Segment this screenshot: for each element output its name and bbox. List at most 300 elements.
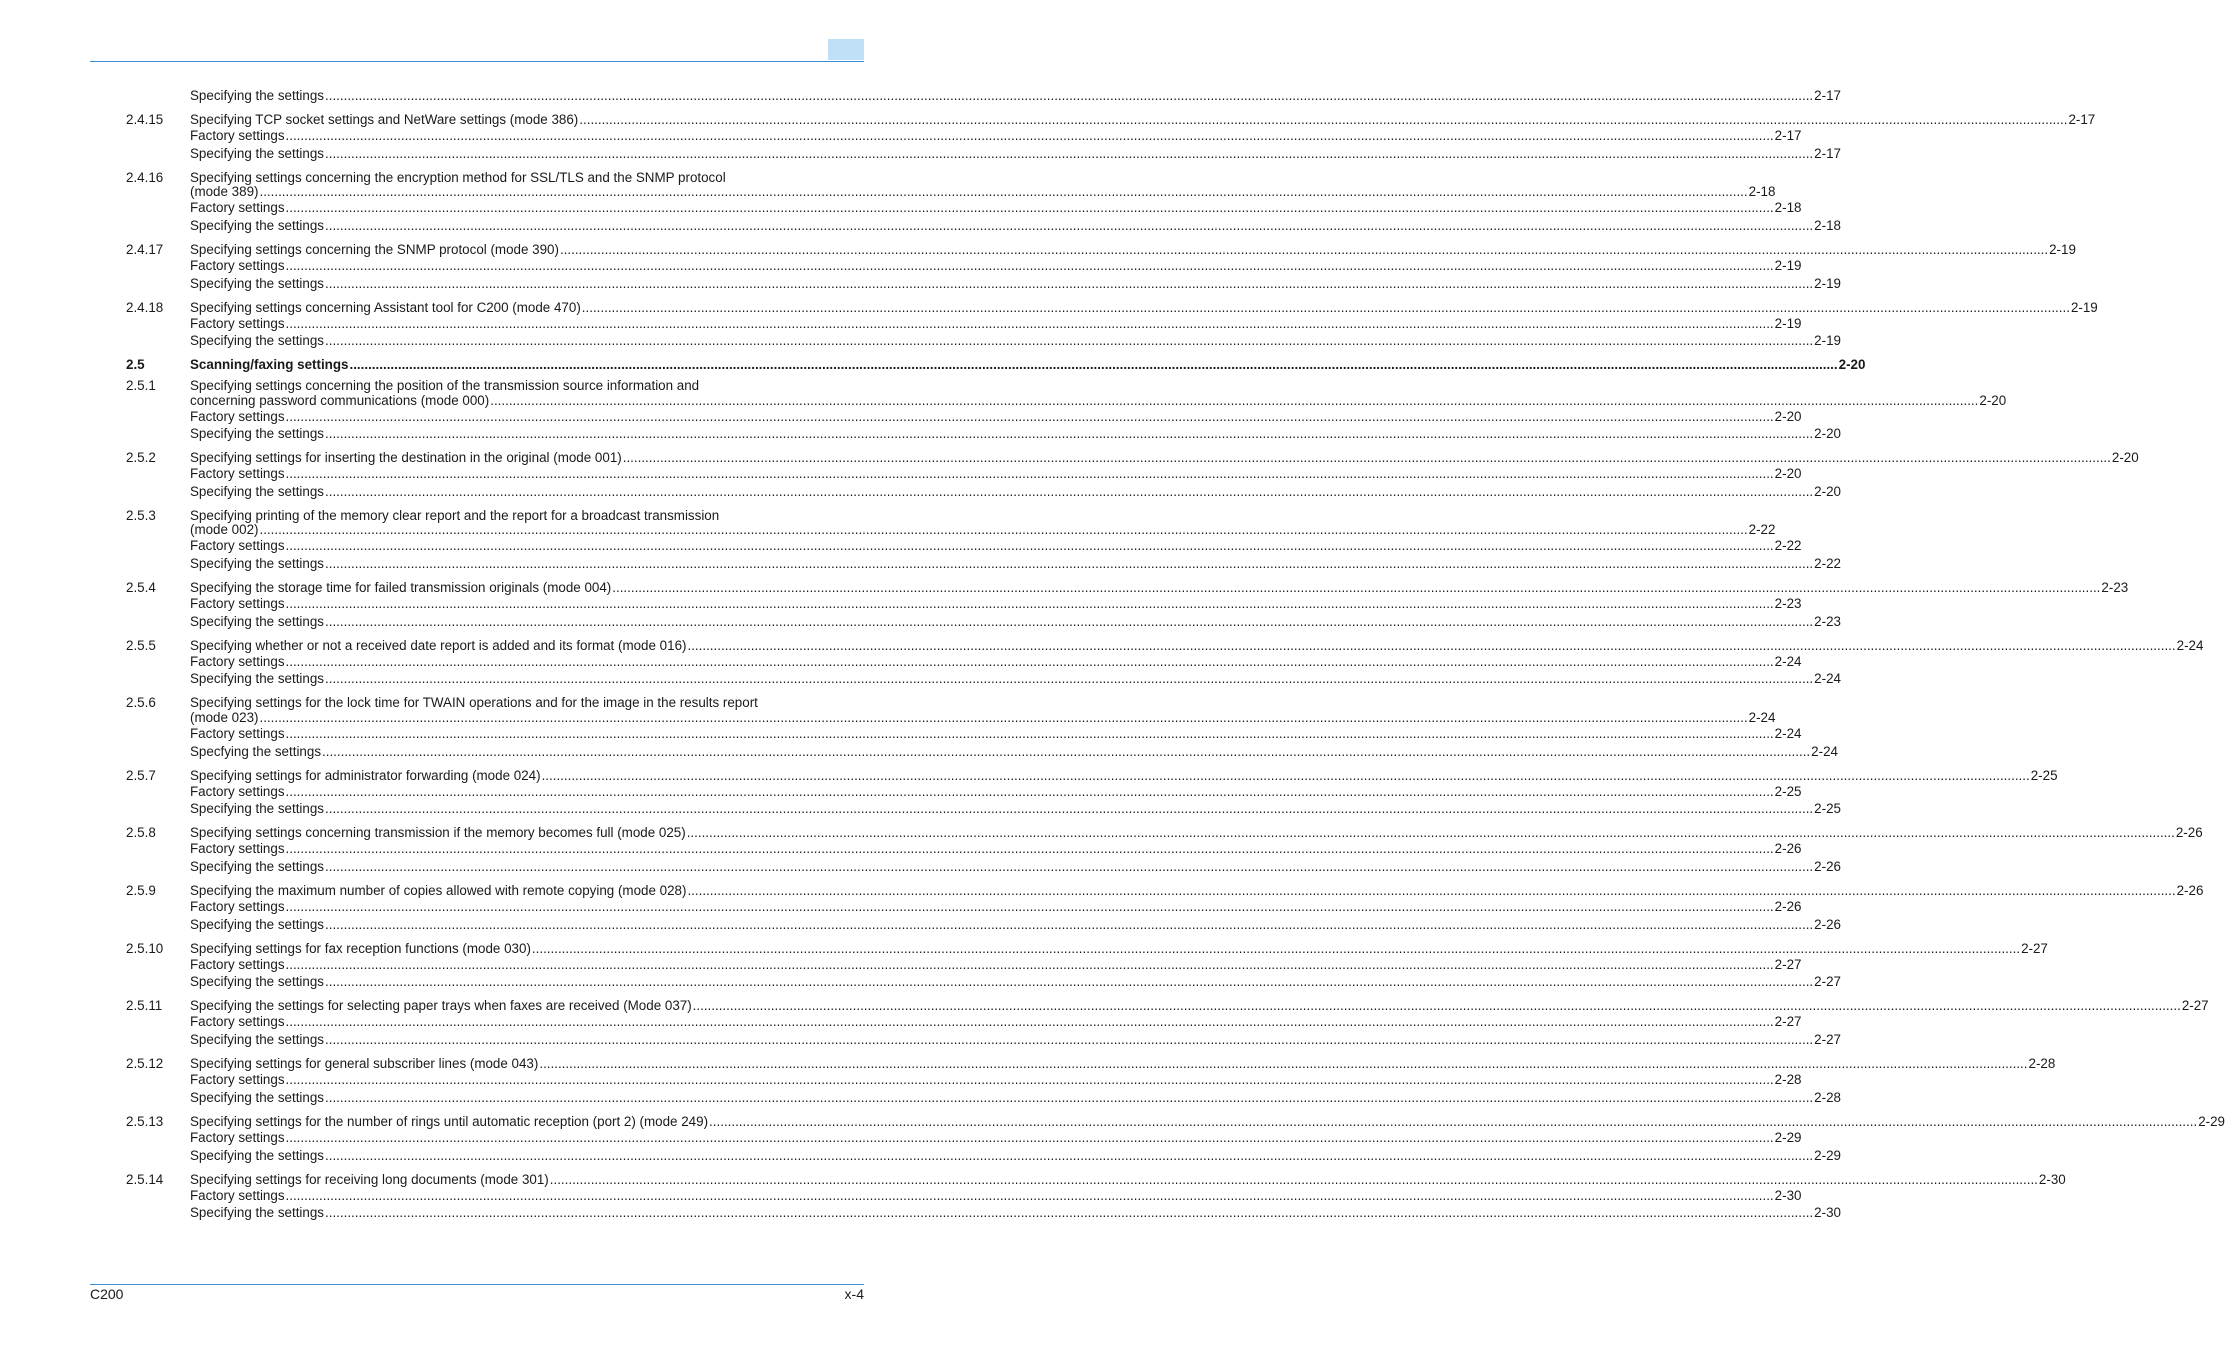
toc-row[interactable]: [0, 670, 1841, 687]
toc-page-number: 2-26: [2175, 825, 2203, 840]
toc-entry-title: Specifying TCP socket settings and NetWare settings (mode 386): [190, 112, 579, 127]
toc-row[interactable]: [0, 537, 1802, 554]
toc-entry-line: [190, 315, 1802, 332]
toc-row[interactable]: [0, 973, 1841, 990]
toc-page-number: 2-20: [1814, 484, 1841, 499]
toc-dot-leader: ................................................................................................................................................................................................................................................................................................................................................................................................................: [687, 638, 2176, 653]
toc-page-number: 2-24: [1774, 726, 1802, 741]
toc-dot-leader: ................................................................................................................................................................................................................................................................................................................................................................................................................: [541, 768, 2030, 783]
toc-entry-line: [190, 275, 1841, 292]
toc-row[interactable]: [0, 940, 2048, 957]
toc-page-number: 2-17: [1774, 128, 1802, 143]
toc-section-number: 2.4.16: [126, 170, 164, 185]
toc-row[interactable]: [0, 613, 1841, 630]
toc-dot-leader: ................................................................................................................................................................................................................................................................................................................................................................................................................: [325, 1032, 1814, 1047]
toc-dot-leader: ................................................................................................................................................................................................................................................................................................................................................................................................................: [285, 1072, 1774, 1087]
toc-page-number: 2-20: [1814, 426, 1841, 441]
toc-row[interactable]: [0, 425, 1841, 442]
toc-dot-leader: ................................................................................................................................................................................................................................................................................................................................................................................................................: [325, 146, 1814, 161]
toc-entry-title: Factory settings: [190, 316, 285, 331]
toc-entry-line: [190, 613, 1841, 630]
toc-entry-line: [190, 637, 2204, 654]
toc-row[interactable]: [0, 882, 2204, 899]
toc-entry-line: [190, 1204, 1841, 1221]
toc-entry-title: Scanning/faxing settings: [190, 357, 349, 372]
toc-row[interactable]: [0, 392, 2007, 409]
toc-entry-line: [190, 653, 1802, 670]
toc-section-number: 2.5: [126, 357, 145, 372]
toc-dot-leader: ................................................................................................................................................................................................................................................................................................................................................................................................................: [285, 596, 1774, 611]
toc-entry-line: [190, 425, 1841, 442]
toc-row[interactable]: [0, 956, 1802, 973]
footer-page-number: x-4: [844, 1286, 864, 1302]
toc-page-number: 2-30: [2038, 1172, 2066, 1187]
toc-row[interactable]: [0, 408, 1802, 425]
toc-dot-leader: ................................................................................................................................................................................................................................................................................................................................................................................................................: [325, 1148, 1814, 1163]
toc-page-number: 2-24: [2176, 638, 2204, 653]
toc-entry-line: [190, 709, 1776, 726]
toc-entry-title: Factory settings: [190, 409, 285, 424]
toc-page-number: 2-30: [1814, 1205, 1841, 1220]
toc-dot-leader: ................................................................................................................................................................................................................................................................................................................................................................................................................: [325, 556, 1814, 571]
toc-entry-line: [190, 595, 1802, 612]
toc-entry-line: [190, 217, 1841, 234]
toc-entry-title: Specifying settings for inserting the destination in the original (mode 001): [190, 450, 622, 465]
toc-entry-title: Specifying settings concerning the SNMP protocol (mode 390): [190, 242, 559, 257]
toc-page-number: 2-27: [1814, 1032, 1841, 1047]
toc-row[interactable]: [0, 111, 2096, 128]
toc-dot-leader: ................................................................................................................................................................................................................................................................................................................................................................................................................: [285, 200, 1774, 215]
toc-dot-leader: ................................................................................................................................................................................................................................................................................................................................................................................................................: [285, 957, 1774, 972]
toc-section-number: 2.5.11: [126, 998, 163, 1013]
toc-row[interactable]: [0, 257, 1802, 274]
toc-page-number: 2-19: [1774, 258, 1802, 273]
toc-page-number: 2-22: [1748, 522, 1776, 537]
toc-page-number: 2-19: [2049, 242, 2076, 257]
toc-entry-line: [190, 824, 2203, 841]
toc-dot-leader: ................................................................................................................................................................................................................................................................................................................................................................................................................: [259, 522, 1748, 537]
toc-entry-line: [190, 392, 2007, 409]
toc-row[interactable]: [0, 299, 2098, 316]
toc-entry-line: [190, 521, 1776, 538]
toc-page-number: 2-26: [1814, 859, 1841, 874]
toc-row[interactable]: [0, 449, 2139, 466]
toc-entry-title: Specifying the settings: [190, 146, 324, 161]
toc-entry-title: Specifying the settings: [190, 88, 324, 103]
toc-entry-line: [190, 973, 1841, 990]
toc-row[interactable]: [0, 1187, 1802, 1204]
toc-dot-leader: ................................................................................................................................................................................................................................................................................................................................................................................................................: [559, 242, 2049, 257]
toc-entry-title: Specifying the settings: [190, 974, 324, 989]
toc-entry-title: Factory settings: [190, 654, 285, 669]
toc-row[interactable]: [0, 783, 1802, 800]
toc-dot-leader: ................................................................................................................................................................................................................................................................................................................................................................................................................: [322, 744, 1811, 759]
toc-row[interactable]: [0, 1113, 2225, 1130]
toc-entry-title: Specifying settings for administrator forwarding (mode 024): [190, 768, 541, 783]
toc-row[interactable]: [0, 824, 2203, 841]
toc-entry-line: [190, 241, 2076, 258]
toc-dot-leader: ................................................................................................................................................................................................................................................................................................................................................................................................................: [285, 316, 1774, 331]
toc-entry-title: Specifying settings for the number of rings until automatic reception (port 2) (mode 249): [190, 1114, 709, 1129]
toc-entry-title: Specifying the settings: [190, 671, 324, 686]
toc-section-number: 2.5.3: [126, 508, 156, 523]
toc-page-number: 2-23: [1774, 596, 1802, 611]
toc-row[interactable]: [0, 1013, 1802, 1030]
toc-dot-leader: ................................................................................................................................................................................................................................................................................................................................................................................................................: [692, 998, 2181, 1013]
toc-dot-leader: ................................................................................................................................................................................................................................................................................................................................................................................................................: [285, 466, 1774, 481]
toc-dot-leader: ................................................................................................................................................................................................................................................................................................................................................................................................................: [325, 218, 1814, 233]
toc-row[interactable]: [0, 579, 2129, 596]
toc-entry-title: Specifying the settings: [190, 1090, 324, 1105]
toc-entry-title: Factory settings: [190, 258, 285, 273]
toc-dot-leader: ................................................................................................................................................................................................................................................................................................................................................................................................................: [539, 1056, 2028, 1071]
toc-page-number: 2-28: [2028, 1056, 2056, 1071]
toc-dot-leader: ................................................................................................................................................................................................................................................................................................................................................................................................................: [285, 409, 1774, 424]
toc-entry-line: [190, 257, 1802, 274]
toc-page-number: 2-24: [1748, 710, 1776, 725]
toc-dot-leader: ................................................................................................................................................................................................................................................................................................................................................................................................................: [285, 538, 1774, 553]
toc-entry-line: [190, 1013, 1802, 1030]
toc-entry-line: [190, 743, 1838, 760]
toc-entry-title: Specifying printing of the memory clear report and the report for a broadcast transmission: [190, 508, 720, 523]
toc-dot-leader: ................................................................................................................................................................................................................................................................................................................................................................................................................: [349, 357, 1838, 372]
toc-entry-title: Specifying settings concerning the encryption method for SSL/TLS and the SNMP protocol: [190, 170, 726, 185]
toc-section-number: 2.5.2: [126, 450, 156, 465]
toc-row[interactable]: [0, 555, 1841, 572]
toc-entry-line: [190, 1089, 1841, 1106]
toc-row[interactable]: [0, 1204, 1841, 1221]
toc-entry-title: Specifying settings for the lock time for TWAIN operations and for the image in the results report: [190, 695, 758, 710]
toc-dot-leader: ................................................................................................................................................................................................................................................................................................................................................................................................................: [285, 1188, 1774, 1203]
toc-dot-leader: ................................................................................................................................................................................................................................................................................................................................................................................................................: [325, 426, 1814, 441]
toc-row[interactable]: [0, 183, 1776, 200]
toc-page-number: 2-23: [2101, 580, 2129, 595]
toc-entry-title: Specifying settings concerning transmission if the memory becomes full (mode 025): [190, 825, 686, 840]
toc-dot-leader: ................................................................................................................................................................................................................................................................................................................................................................................................................: [325, 276, 1814, 291]
toc-entry-line: [190, 579, 2129, 596]
toc-page-number: 2-19: [1814, 333, 1841, 348]
toc-row[interactable]: [0, 725, 1802, 742]
toc-page-number: 2-19: [1814, 276, 1841, 291]
toc-row[interactable]: [0, 241, 2076, 258]
toc-dot-leader: ................................................................................................................................................................................................................................................................................................................................................................................................................: [325, 484, 1814, 499]
toc-entry-line: [190, 111, 2096, 128]
toc-dot-leader: ................................................................................................................................................................................................................................................................................................................................................................................................................: [325, 917, 1814, 932]
toc-row[interactable]: [0, 145, 1841, 162]
toc-entry-line: [190, 997, 2209, 1014]
toc-row[interactable]: [0, 637, 2204, 654]
toc-section-number: 2.5.1: [126, 378, 156, 393]
toc-entry-line: [190, 199, 1802, 216]
toc-section-number: 2.5.13: [126, 1114, 164, 1129]
toc-entry-line: [190, 882, 2204, 899]
toc-row[interactable]: [0, 217, 1841, 234]
toc-entry-line: [190, 127, 1802, 144]
toc-entry-title: Specifying the settings: [190, 218, 324, 233]
toc-row[interactable]: [0, 800, 1841, 817]
toc-entry-line: [190, 1071, 1802, 1088]
toc-entry-title: Specfying the settings: [190, 744, 322, 759]
toc-entry-title: Specifying the maximum number of copies allowed with remote copying (mode 028): [190, 883, 687, 898]
toc-dot-leader: ................................................................................................................................................................................................................................................................................................................................................................................................................: [531, 941, 2021, 956]
toc-page-number: 2-26: [1774, 841, 1802, 856]
toc-entry-line: [190, 1171, 2066, 1188]
toc-entry-line: [190, 483, 1841, 500]
toc-section-number: 2.5.9: [126, 883, 156, 898]
toc-dot-leader: ................................................................................................................................................................................................................................................................................................................................................................................................................: [549, 1172, 2038, 1187]
toc-entry-line: [190, 408, 1802, 425]
toc-page-number: 2-19: [2070, 300, 2098, 315]
toc-entry-title: Factory settings: [190, 466, 285, 481]
toc-dot-leader: ................................................................................................................................................................................................................................................................................................................................................................................................................: [285, 1130, 1774, 1145]
toc-entry-line: [190, 1055, 2056, 1072]
toc-entry-title: Specifying the storage time for failed transmission originals (mode 004): [190, 580, 612, 595]
toc-entry-title: Specifying settings for general subscriber lines (mode 043): [190, 1056, 539, 1071]
toc-page-number: 2-20: [2111, 450, 2139, 465]
toc-dot-leader: ................................................................................................................................................................................................................................................................................................................................................................................................................: [581, 300, 2070, 315]
toc-entry-title: Specifying the settings: [190, 1205, 324, 1220]
toc-entry-title: Specifying the settings: [190, 859, 324, 874]
toc-page-number: 2-19: [1774, 316, 1802, 331]
toc-dot-leader: ................................................................................................................................................................................................................................................................................................................................................................................................................: [285, 726, 1774, 741]
toc-dot-leader: ................................................................................................................................................................................................................................................................................................................................................................................................................: [325, 671, 1814, 686]
toc-section-number: 2.5.8: [126, 825, 156, 840]
toc-row[interactable]: [0, 767, 2058, 784]
toc-entry-line: [190, 725, 1802, 742]
toc-dot-leader: ................................................................................................................................................................................................................................................................................................................................................................................................................: [325, 859, 1814, 874]
toc-page-number: 2-17: [2068, 112, 2096, 127]
toc-row[interactable]: [0, 653, 1802, 670]
toc-dot-leader: ................................................................................................................................................................................................................................................................................................................................................................................................................: [325, 88, 1814, 103]
toc-entry-title: Factory settings: [190, 596, 285, 611]
toc-entry-title: concerning password communications (mode 000): [190, 393, 490, 408]
toc-entry-line: [190, 840, 1802, 857]
toc-row[interactable]: [0, 483, 1841, 500]
toc-section-number: 2.4.18: [126, 300, 164, 315]
toc-page-number: 2-25: [1774, 784, 1802, 799]
toc-dot-leader: ................................................................................................................................................................................................................................................................................................................................................................................................................: [325, 333, 1814, 348]
toc-entry-title: Specifying the settings: [190, 614, 324, 629]
toc-row[interactable]: [0, 1147, 1841, 1164]
toc-entry-title: Factory settings: [190, 1130, 285, 1145]
toc-section-number: 2.5.4: [126, 580, 156, 595]
toc-page-number: 2-27: [1814, 974, 1841, 989]
toc-dot-leader: ................................................................................................................................................................................................................................................................................................................................................................................................................: [612, 580, 2101, 595]
toc-page-number: 2-30: [1774, 1188, 1802, 1203]
toc-row[interactable]: [0, 743, 1838, 760]
toc-entry-line: [190, 1113, 2225, 1130]
toc-entry-line: [190, 356, 1866, 373]
toc-entry-title: Specifying settings for receiving long documents (mode 301): [190, 1172, 549, 1187]
toc-entry-title: Factory settings: [190, 1188, 285, 1203]
toc-page-number: 2-24: [1814, 671, 1841, 686]
toc-dot-leader: ................................................................................................................................................................................................................................................................................................................................................................................................................: [490, 393, 1979, 408]
toc-row[interactable]: [0, 858, 1841, 875]
toc-entry-line: [190, 87, 1841, 104]
toc-page-number: 2-27: [2181, 998, 2209, 1013]
toc-page-number: 2-20: [1979, 393, 2007, 408]
toc-row[interactable]: [0, 127, 1802, 144]
toc-dot-leader: ................................................................................................................................................................................................................................................................................................................................................................................................................: [285, 128, 1774, 143]
toc-dot-leader: ................................................................................................................................................................................................................................................................................................................................................................................................................: [325, 1205, 1814, 1220]
toc-entry-title: Factory settings: [190, 1014, 285, 1029]
toc-page-number: 2-26: [1814, 917, 1841, 932]
toc-section-number: 2.5.10: [126, 941, 164, 956]
toc-row[interactable]: [0, 1031, 1841, 1048]
toc-dot-leader: ................................................................................................................................................................................................................................................................................................................................................................................................................: [709, 1114, 2198, 1129]
toc-row[interactable]: [0, 1071, 1802, 1088]
toc-row[interactable]: [0, 997, 2209, 1014]
toc-row[interactable]: [0, 199, 1802, 216]
toc-page-number: 2-26: [2176, 883, 2204, 898]
toc-page-number: 2-22: [1814, 556, 1841, 571]
toc-row[interactable]: [0, 595, 1802, 612]
toc-entry-line: [190, 956, 1802, 973]
toc-page-number: 2-29: [2198, 1114, 2225, 1129]
toc-entry-title: Specifying the settings: [190, 333, 324, 348]
toc-entry-title: Factory settings: [190, 538, 285, 553]
toc-entry-title: Factory settings: [190, 841, 285, 856]
toc-entry-line: [190, 767, 2058, 784]
toc-row[interactable]: [0, 916, 1841, 933]
toc-page-number: 2-22: [1774, 538, 1802, 553]
toc-entry-line: [190, 670, 1841, 687]
toc-page-number: 2-28: [1774, 1072, 1802, 1087]
toc-entry-line: [190, 940, 2048, 957]
toc-entry-title: Specifying the settings for selecting paper trays when faxes are received (Mode 037): [190, 998, 692, 1013]
toc-page-number: 2-28: [1814, 1090, 1841, 1105]
toc-entry-line: [190, 1129, 1802, 1146]
toc-entry-title: Factory settings: [190, 899, 285, 914]
toc-entry-title: Specifying the settings: [190, 276, 324, 291]
toc-section-number: 2.5.6: [126, 695, 156, 710]
toc-row[interactable]: [0, 275, 1841, 292]
toc-row[interactable]: [0, 465, 1802, 482]
toc-dot-leader: ................................................................................................................................................................................................................................................................................................................................................................................................................: [285, 258, 1774, 273]
toc-entry-title: Specifying the settings: [190, 1032, 324, 1047]
toc-row[interactable]: [0, 1129, 1802, 1146]
toc-entry-line: [190, 1187, 1802, 1204]
toc-dot-leader: ................................................................................................................................................................................................................................................................................................................................................................................................................: [285, 899, 1774, 914]
toc-row[interactable]: [0, 709, 1776, 726]
toc-dot-leader: ................................................................................................................................................................................................................................................................................................................................................................................................................: [579, 112, 2068, 127]
toc-dot-leader: ................................................................................................................................................................................................................................................................................................................................................................................................................: [687, 883, 2176, 898]
toc-page-number: 2-18: [1814, 218, 1841, 233]
toc-dot-leader: ................................................................................................................................................................................................................................................................................................................................................................................................................: [259, 184, 1748, 199]
toc-dot-leader: ................................................................................................................................................................................................................................................................................................................................................................................................................: [259, 710, 1748, 725]
toc-entry-title: Specifying settings concerning Assistant tool for C200 (mode 470): [190, 300, 581, 315]
toc-page-number: 2-27: [2021, 941, 2048, 956]
toc-dot-leader: ................................................................................................................................................................................................................................................................................................................................................................................................................: [325, 974, 1814, 989]
toc-entry-title: (mode 389): [190, 184, 259, 199]
toc-section-number: 2.5.5: [126, 638, 156, 653]
footer-product-name: C200: [90, 1286, 124, 1302]
toc-dot-leader: ................................................................................................................................................................................................................................................................................................................................................................................................................: [285, 784, 1774, 799]
toc-dot-leader: ................................................................................................................................................................................................................................................................................................................................................................................................................: [325, 1090, 1814, 1105]
toc-page-number: 2-26: [1774, 899, 1802, 914]
toc-entry-title: Specifying the settings: [190, 484, 324, 499]
toc-page-number: 2-18: [1774, 200, 1802, 215]
toc-page-number: 2-20: [1838, 357, 1866, 372]
toc-page-number: 2-29: [1814, 1148, 1841, 1163]
toc-entry-title: Factory settings: [190, 128, 285, 143]
toc-entry-line: [190, 783, 1802, 800]
toc-dot-leader: ................................................................................................................................................................................................................................................................................................................................................................................................................: [325, 614, 1814, 629]
toc-entry-line: [190, 898, 1802, 915]
toc-entry-line: [190, 1031, 1841, 1048]
toc-entry-title: Factory settings: [190, 1072, 285, 1087]
toc-entry-title: Specifying the settings: [190, 1148, 324, 1163]
toc-entry-line: [190, 145, 1841, 162]
toc-page-number: 2-25: [2030, 768, 2058, 783]
toc-section-number: 2.5.14: [126, 1172, 164, 1187]
toc-page-number: 2-17: [1814, 146, 1841, 161]
toc-entry-title: (mode 023): [190, 710, 259, 725]
toc-entry-title: (mode 002): [190, 522, 259, 537]
toc-entry-line: [190, 183, 1776, 200]
toc-entry-title: Specifying settings concerning the position of the transmission source information and: [190, 378, 700, 393]
toc-dot-leader: ................................................................................................................................................................................................................................................................................................................................................................................................................: [686, 825, 2175, 840]
toc-entry-line: [190, 555, 1841, 572]
toc-entry-line: [190, 1147, 1841, 1164]
toc-page-number: 2-25: [1814, 801, 1841, 816]
toc-entry-title: Factory settings: [190, 726, 285, 741]
toc-row[interactable]: [0, 315, 1802, 332]
toc-dot-leader: ................................................................................................................................................................................................................................................................................................................................................................................................................: [285, 841, 1774, 856]
toc-entry-title: Factory settings: [190, 200, 285, 215]
toc-row[interactable]: [0, 1089, 1841, 1106]
toc-section-number: 2.5.7: [126, 768, 156, 783]
toc-entry-title: Factory settings: [190, 784, 285, 799]
toc-dot-leader: ................................................................................................................................................................................................................................................................................................................................................................................................................: [622, 450, 2111, 465]
toc-entry-line: [190, 537, 1802, 554]
toc-entry-title: Specifying settings for fax reception functions (mode 030): [190, 941, 531, 956]
toc-entry-title: Specifying the settings: [190, 801, 324, 816]
toc-page-number: 2-24: [1811, 744, 1838, 759]
toc-row[interactable]: [0, 1055, 2056, 1072]
toc-entry-title: Specifying the settings: [190, 426, 324, 441]
toc-section-number: 2.4.17: [126, 242, 164, 257]
toc-page-number: 2-23: [1814, 614, 1841, 629]
toc-page-number: 2-24: [1774, 654, 1802, 669]
toc-entry-title: Specifying the settings: [190, 556, 324, 571]
toc-section-number: 2.4.15: [126, 112, 164, 127]
toc-row[interactable]: [0, 87, 1841, 104]
toc-entry-title: Specifying whether or not a received date report is added and its format (mode 016): [190, 638, 687, 653]
toc-row[interactable]: [0, 332, 1841, 349]
toc-page-number: 2-17: [1814, 88, 1841, 103]
toc-section-number: 2.5.12: [126, 1056, 164, 1071]
toc-dot-leader: ................................................................................................................................................................................................................................................................................................................................................................................................................: [285, 1014, 1774, 1029]
toc-page-number: 2-29: [1774, 1130, 1802, 1145]
toc-row[interactable]: [0, 356, 1866, 373]
toc-dot-leader: ................................................................................................................................................................................................................................................................................................................................................................................................................: [285, 654, 1774, 669]
toc-page-number: 2-18: [1748, 184, 1776, 199]
toc-page-number: 2-20: [1774, 466, 1802, 481]
toc-row[interactable]: [0, 1171, 2066, 1188]
footer-rule: [90, 1284, 864, 1285]
toc-dot-leader: ................................................................................................................................................................................................................................................................................................................................................................................................................: [325, 801, 1814, 816]
toc-entry-line: [190, 800, 1841, 817]
toc-page-number: 2-27: [1774, 1014, 1802, 1029]
toc-page-number: 2-27: [1774, 957, 1802, 972]
toc-row[interactable]: [0, 898, 1802, 915]
toc-page-number: 2-20: [1774, 409, 1802, 424]
toc-row[interactable]: [0, 840, 1802, 857]
toc-entry-title: Factory settings: [190, 957, 285, 972]
toc-row[interactable]: [0, 521, 1776, 538]
toc-entry-line: [190, 858, 1841, 875]
